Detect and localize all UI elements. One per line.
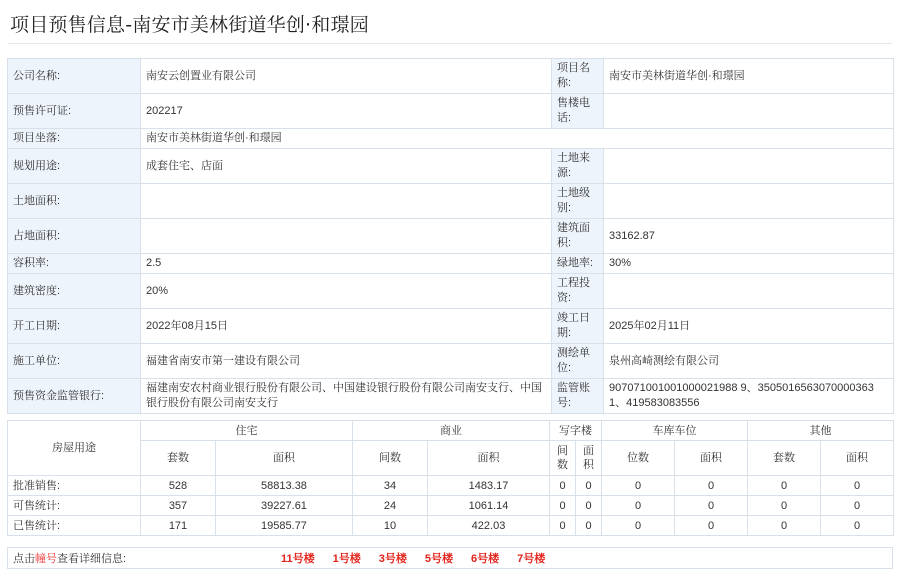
cell: 0 [602, 476, 675, 496]
cell: 422.03 [428, 516, 550, 536]
cell: 0 [550, 496, 576, 516]
sub-garage-area: 面积 [675, 441, 748, 476]
green-value: 30% [604, 254, 894, 274]
cell: 1483.17 [428, 476, 550, 496]
cell: 58813.38 [216, 476, 353, 496]
sub-other-sets: 套数 [748, 441, 821, 476]
table-row [8, 516, 894, 536]
building-link-5[interactable]: 5号楼 [424, 553, 454, 565]
start-date-value: 2022年08月15日 [141, 309, 552, 344]
table-row [8, 496, 894, 516]
group-other: 其他 [748, 421, 894, 441]
site-area-value [141, 219, 552, 254]
table-row [8, 476, 894, 496]
sub-commercial-area: 面积 [428, 441, 550, 476]
cell: 0 [675, 516, 748, 536]
location-value: 南安市美林街道华创·和璟园 [141, 129, 894, 149]
cell: 0 [576, 476, 602, 496]
finish-date-value: 2025年02月11日 [604, 309, 894, 344]
cell: 528 [141, 476, 216, 496]
cell: 0 [748, 476, 821, 496]
company-value: 南安云创置业有限公司 [141, 59, 552, 94]
cell: 0 [602, 516, 675, 536]
project-info-table [7, 58, 894, 414]
row-label: 可售统计: [8, 496, 141, 516]
building-link-11[interactable]: 11号楼 [281, 553, 315, 565]
hint-prefix: 点击 [13, 553, 35, 565]
building-link-6[interactable]: 6号楼 [471, 553, 500, 565]
usage-value: 成套住宅、店面 [141, 149, 552, 184]
account-label: 监管账号: [552, 379, 604, 414]
sub-sets: 套数 [141, 441, 216, 476]
sales-phone-value [604, 94, 894, 129]
sales-stats-table [7, 420, 894, 536]
investment-value [604, 274, 894, 309]
cell: 0 [576, 496, 602, 516]
cell: 0 [675, 496, 748, 516]
cell: 0 [550, 476, 576, 496]
cell: 24 [353, 496, 428, 516]
sub-other-area: 面积 [821, 441, 894, 476]
building-link-7[interactable]: 7号楼 [517, 553, 546, 565]
purpose-header: 房屋用途 [8, 421, 141, 476]
density-value: 20% [141, 274, 552, 309]
start-date-label: 开工日期: [8, 309, 141, 344]
group-residential: 住宅 [141, 421, 353, 441]
cell: 0 [748, 516, 821, 536]
land-area-label: 土地面积: [8, 184, 141, 219]
building-links-bar [7, 547, 893, 569]
cell: 0 [748, 496, 821, 516]
hint-suffix: 查看详细信息: [57, 553, 127, 565]
sub-office-area: 面积 [576, 441, 602, 476]
building-link-1[interactable]: 1号楼 [332, 553, 361, 565]
cell: 1061.14 [428, 496, 550, 516]
cell: 0 [675, 476, 748, 496]
page-title: 项目预售信息-南安市美林街道华创·和璟园 [10, 14, 369, 36]
land-source-value [604, 149, 894, 184]
cell: 0 [602, 496, 675, 516]
land-level-value [604, 184, 894, 219]
cell: 0 [821, 496, 894, 516]
bank-value: 福建南安农村商业银行股份有限公司、中国建设银行股份有限公司南安支行、中国银行股份有限公司南安支行 [141, 379, 552, 414]
account-value: 907071001001000021988 9、35050165630700003631、419583083556 [604, 379, 894, 414]
investment-label: 工程投资: [552, 274, 604, 309]
group-garage: 车库车位 [602, 421, 748, 441]
cell: 0 [550, 516, 576, 536]
usage-label: 规划用途: [8, 149, 141, 184]
cell: 0 [576, 516, 602, 536]
cell: 0 [821, 516, 894, 536]
company-label: 公司名称: [8, 59, 141, 94]
far-value: 2.5 [141, 254, 552, 274]
land-source-label: 土地来源: [552, 149, 604, 184]
cell: 0 [821, 476, 894, 496]
row-label: 批准销售: [8, 476, 141, 496]
bank-label: 预售资金监管银行: [8, 379, 141, 414]
group-commercial: 商业 [353, 421, 550, 441]
title-divider [8, 43, 892, 44]
cell: 171 [141, 516, 216, 536]
sub-units: 间数 [353, 441, 428, 476]
sub-office-units: 间数 [550, 441, 576, 476]
cell: 39227.61 [216, 496, 353, 516]
site-area-label: 占地面积: [8, 219, 141, 254]
group-office: 写字楼 [550, 421, 602, 441]
sub-area: 面积 [216, 441, 353, 476]
far-label: 容积率: [8, 254, 141, 274]
location-label: 项目坐落: [8, 129, 141, 149]
finish-date-label: 竣工日期: [552, 309, 604, 344]
cell: 357 [141, 496, 216, 516]
build-area-value: 33162.87 [604, 219, 894, 254]
surveyor-label: 测绘单位: [552, 344, 604, 379]
build-area-label: 建筑面积: [552, 219, 604, 254]
density-label: 建筑密度: [8, 274, 141, 309]
project-name-label: 项目名称: [552, 59, 604, 94]
builder-label: 施工单位: [8, 344, 141, 379]
permit-label: 预售许可证: [8, 94, 141, 129]
land-area-value [141, 184, 552, 219]
cell: 19585.77 [216, 516, 353, 536]
building-link-3[interactable]: 3号楼 [378, 553, 407, 565]
cell: 34 [353, 476, 428, 496]
cell: 10 [353, 516, 428, 536]
hint-highlight: 幢号 [35, 553, 57, 565]
sales-phone-label: 售楼电话: [552, 94, 604, 129]
project-name-value: 南安市美林街道华创·和璟园 [604, 59, 894, 94]
permit-value: 202217 [141, 94, 552, 129]
land-level-label: 土地级别: [552, 184, 604, 219]
sub-spots: 位数 [602, 441, 675, 476]
surveyor-value: 泉州高崎测绘有限公司 [604, 344, 894, 379]
builder-value: 福建省南安市第一建设有限公司 [141, 344, 552, 379]
building-hint [8, 550, 281, 566]
green-label: 绿地率: [552, 254, 604, 274]
row-label: 已售统计: [8, 516, 141, 536]
